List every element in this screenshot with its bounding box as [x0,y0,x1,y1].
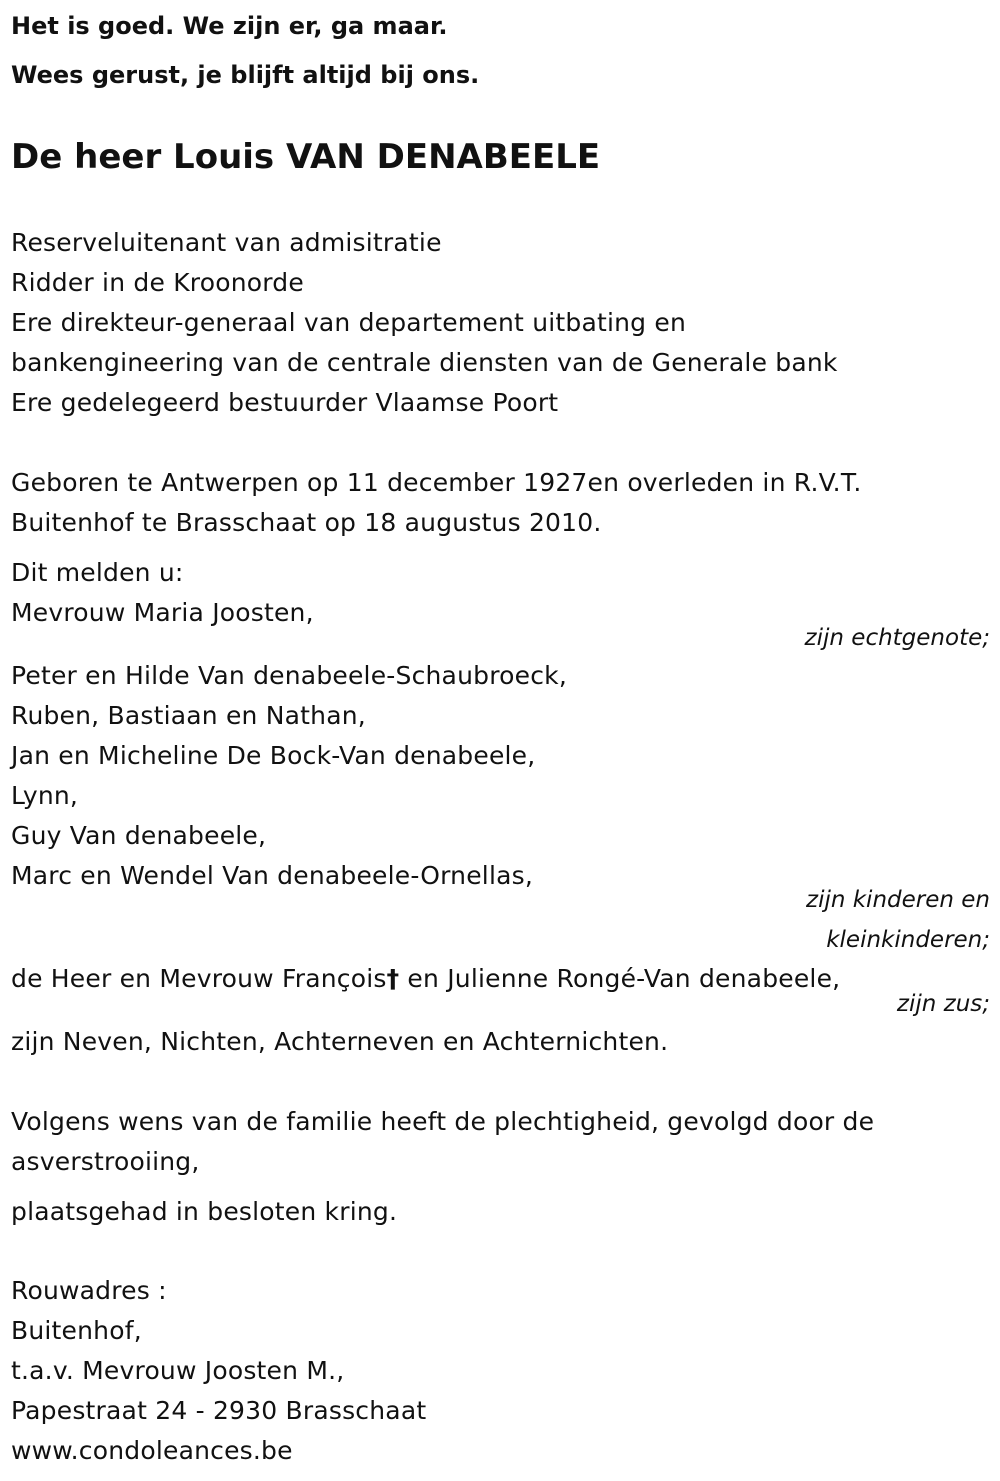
children-relation-line-2: kleinkinderen; [826,927,990,953]
child-line: Marc en Wendel Van denabeele-Ornellas, [11,861,533,890]
address-label: Rouwadres : [11,1276,167,1305]
title-line: Ere gedelegeerd bestuurder Vlaamse Poort [11,388,559,417]
motto-line-2: Wees gerust, je blijft altijd bij ons. [11,61,480,89]
title-line: Ere direkteur-generaal van departement uitbating en [11,308,687,337]
child-line: Jan en Micheline De Bock-Van denabeele, [11,741,536,770]
website-link[interactable]: www.condoleances.be [11,1436,293,1465]
spouse-name: Mevrouw Maria Joosten, [11,598,314,627]
deceased-name: De heer Louis VAN DENABEELE [11,137,601,177]
child-line: Guy Van denabeele, [11,821,267,850]
birth-death-line: Buitenhof te Brasschaat op 18 augustus 2010. [11,508,602,537]
address-line: t.a.v. Mevrouw Joosten M., [11,1356,345,1385]
sister-line [11,964,840,994]
birth-death-line: Geboren te Antwerpen op 11 december 1927en overleden in R.V.T. [11,468,862,497]
child-line: Ruben, Bastiaan en Nathan, [11,701,366,730]
sister-name-part-1: de Heer en Mevrouw François [11,964,387,993]
child-line: Peter en Hilde Van denabeele-Schaubroeck, [11,661,567,690]
sister-name-part-2: en Julienne Rongé-Van denabeele, [399,964,841,993]
title-line: Ridder in de Kroonorde [11,268,304,297]
title-line: bankengineering van de centrale diensten van de Generale bank [11,348,838,377]
address-line: Papestraat 24 - 2930 Brasschaat [11,1396,427,1425]
announcers-intro: Dit melden u: [11,558,184,587]
ceremony-line: asverstrooiing, [11,1147,200,1176]
title-line: Reserveluitenant van admisitratie [11,228,442,257]
spouse-relation: zijn echtgenote; [804,625,990,651]
ceremony-line: Volgens wens van de familie heeft de plechtigheid, gevolgd door de [11,1107,875,1136]
ceremony-line: plaatsgehad in besloten kring. [11,1197,398,1226]
child-line: Lynn, [11,781,79,810]
motto-line-1: Het is goed. We zijn er, ga maar. [11,12,448,40]
cross-icon: † [386,964,400,993]
address-line: Buitenhof, [11,1316,142,1345]
sister-relation: zijn zus; [896,991,990,1017]
children-relation-line-1: zijn kinderen en [806,887,990,913]
relatives-line: zijn Neven, Nichten, Achterneven en Achternichten. [11,1027,669,1056]
